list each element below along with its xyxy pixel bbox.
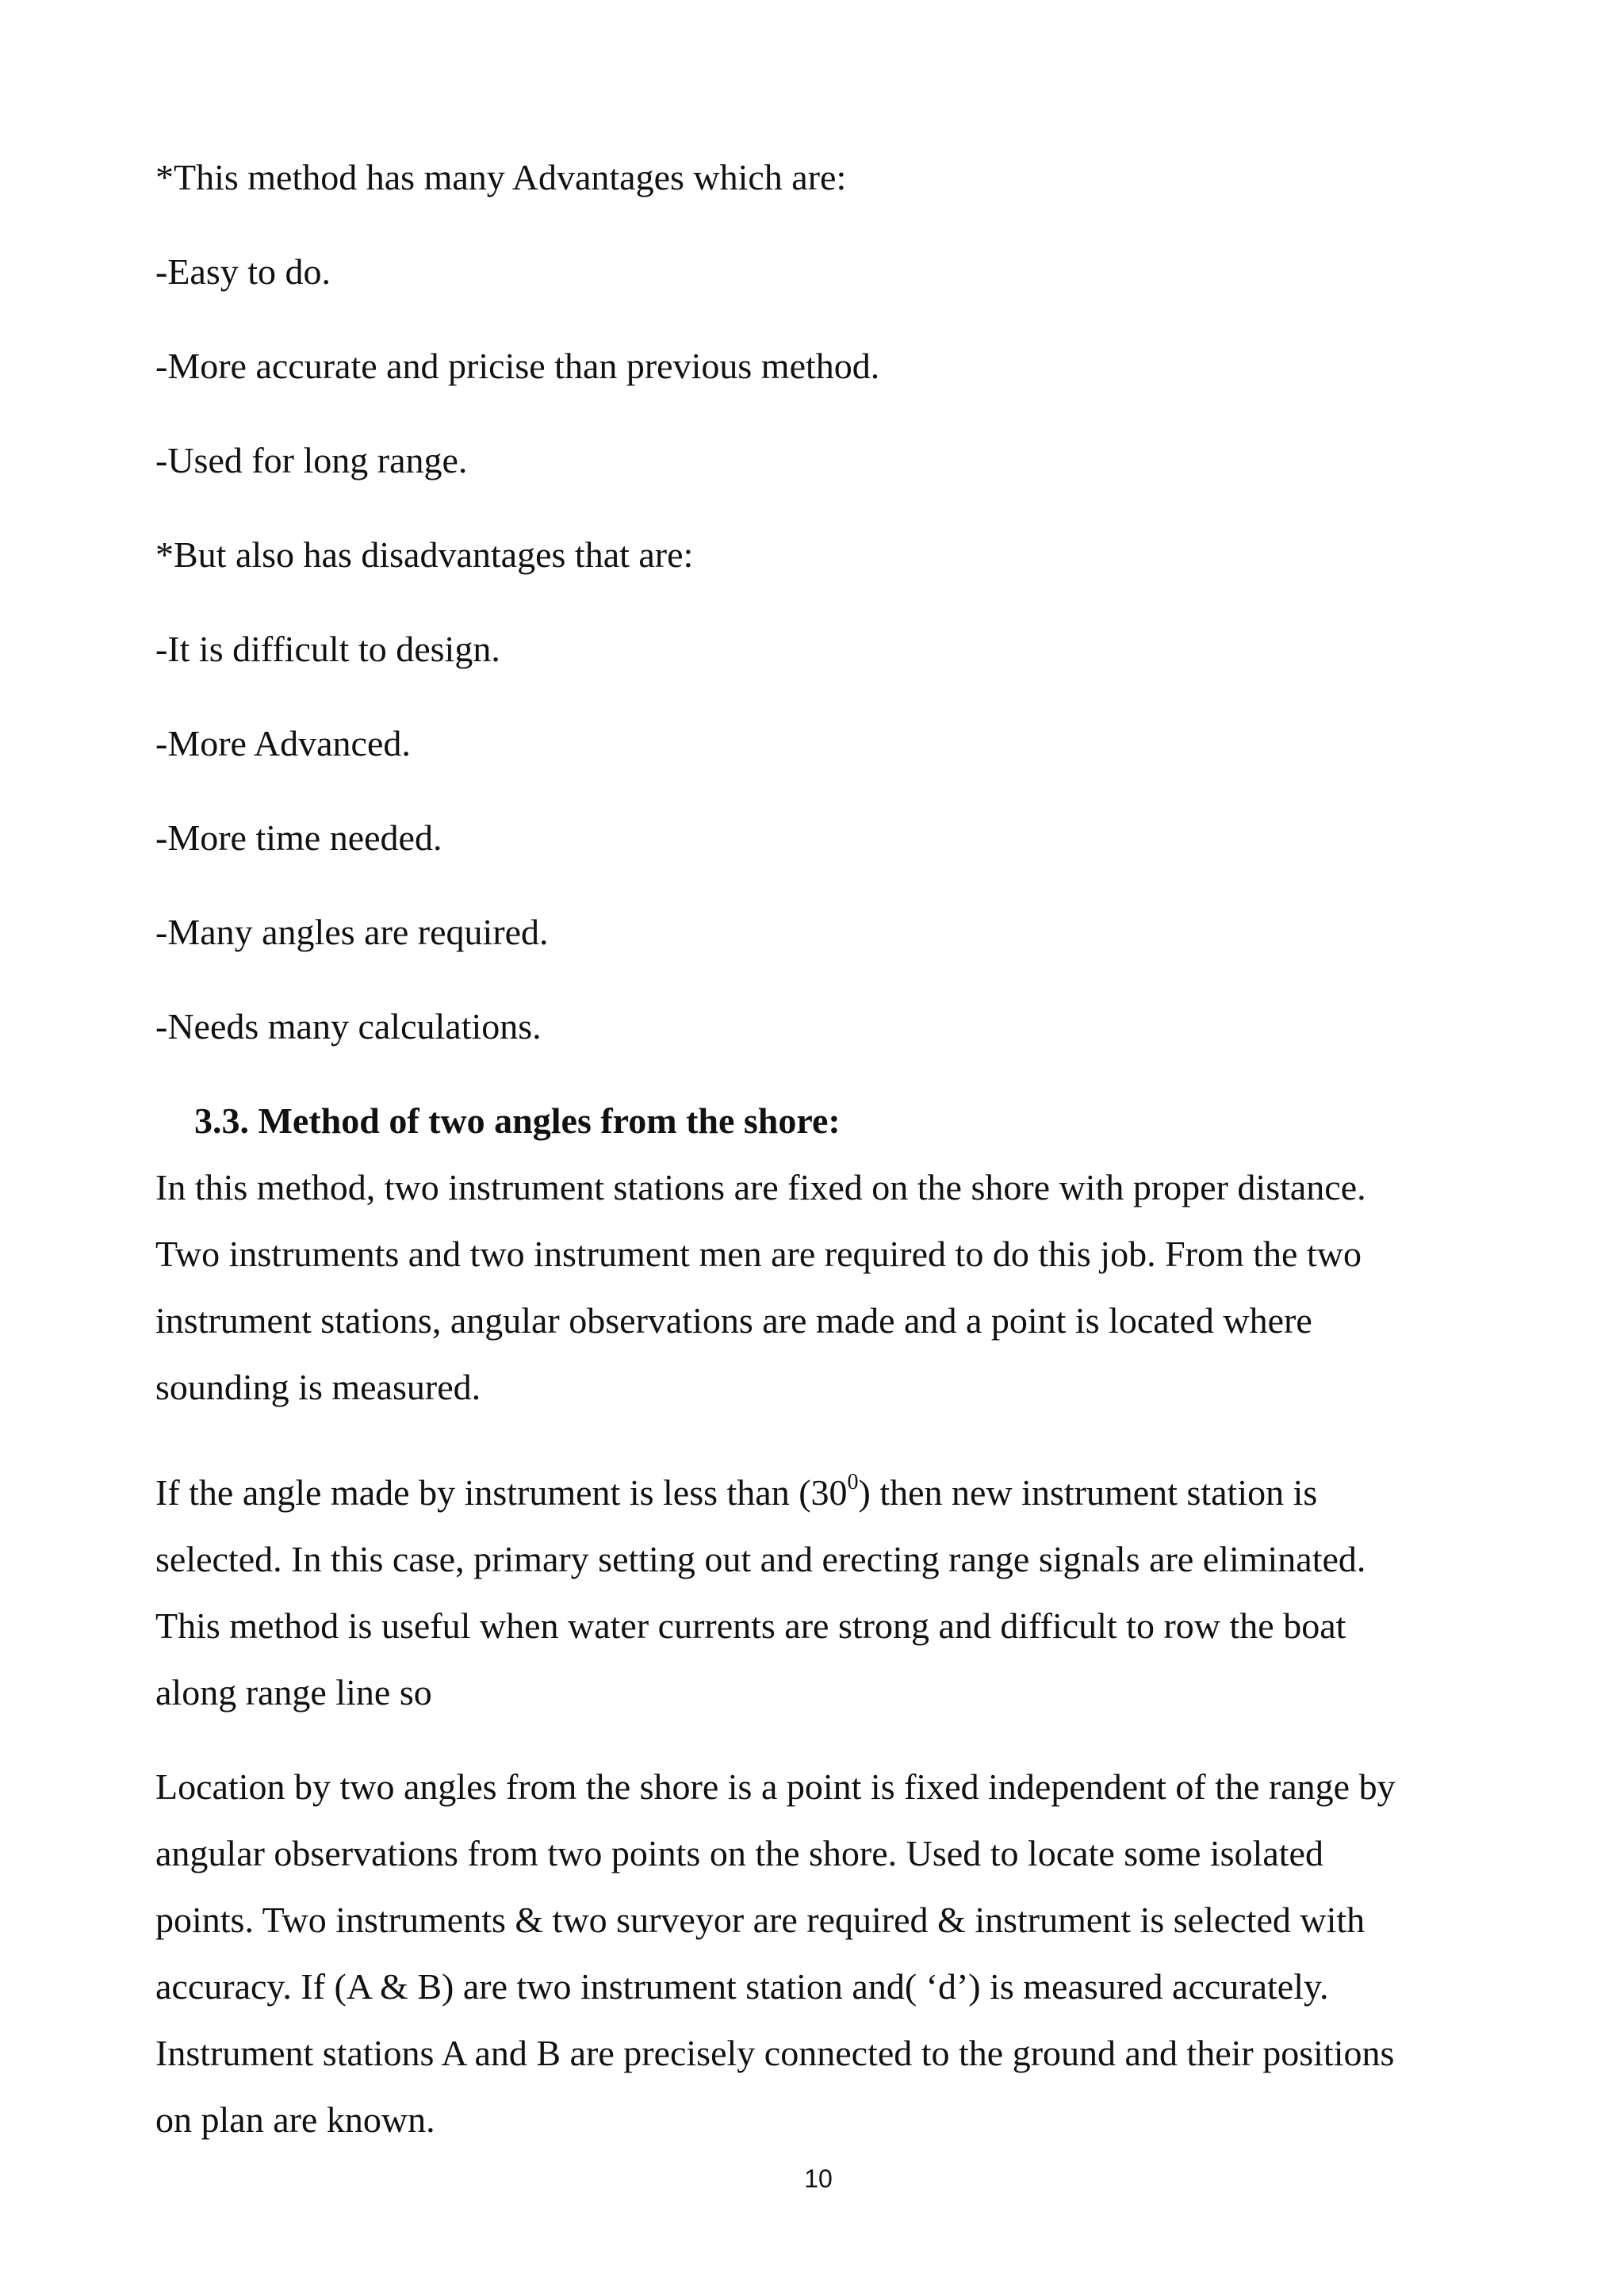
paragraph-line: along range line so [155, 1672, 432, 1712]
degree-superscript: 0 [847, 1469, 859, 1494]
disadvantage-item: -More time needed. [155, 817, 442, 858]
paragraph-line: selected. In this case, primary setting out and erecting range signals are eliminated. [155, 1539, 1366, 1579]
paragraph-1 [155, 1154, 1488, 1421]
advantages-intro: *This method has many Advantages which are: [155, 157, 847, 197]
disadvantage-item: -Needs many calculations. [155, 1006, 542, 1047]
disadvantage-item: -More Advanced. [155, 723, 411, 763]
paragraph-line: Instrument stations A and B are precisely connected to the ground and their positions [155, 2033, 1395, 2073]
paragraph-text: ) then new instrument station is [858, 1472, 1318, 1513]
disadvantage-item: -Many angles are required. [155, 912, 549, 952]
advantage-item: -Used for long range. [155, 440, 468, 480]
paragraph-line: Location by two angles from the shore is a point is fixed independent of the range by [155, 1766, 1396, 1807]
paragraph-line: instrument stations, angular observations are made and a point is located where [155, 1300, 1312, 1341]
paragraph-line: sounding is measured. [155, 1367, 481, 1407]
disadvantages-intro: *But also has disadvantages that are: [155, 534, 694, 575]
paragraph-line: Two instruments and two instrument men are required to do this job. From the two [155, 1234, 1362, 1274]
page-number: 10 [804, 2164, 833, 2193]
paragraph-line: points. Two instruments & two surveyor are required & instrument is selected with [155, 1900, 1365, 1940]
paragraph-line: on plan are known. [155, 2099, 435, 2140]
disadvantage-item: -It is difficult to design. [155, 629, 500, 669]
paragraph-line: angular observations from two points on the shore. Used to locate some isolated [155, 1833, 1323, 1873]
advantage-item: -Easy to do. [155, 251, 331, 292]
paragraph-text: If the angle made by instrument is less than (30 [155, 1472, 848, 1513]
advantage-item: -More accurate and pricise than previous method. [155, 346, 880, 386]
paragraph-2 [155, 1460, 1488, 1726]
section-heading: 3.3. Method of two angles from the shore: [194, 1100, 841, 1141]
paragraph-line: accuracy. If (A & B) are two instrument station and( ‘d’) is measured accurately. [155, 1966, 1329, 2007]
paragraph-line: In this method, two instrument stations are fixed on the shore with proper distance. [155, 1167, 1366, 1207]
paragraph-line: This method is useful when water currents are strong and difficult to row the boat [155, 1605, 1346, 1646]
paragraph-line [155, 1460, 1488, 1526]
paragraph-3 [155, 1754, 1488, 2153]
